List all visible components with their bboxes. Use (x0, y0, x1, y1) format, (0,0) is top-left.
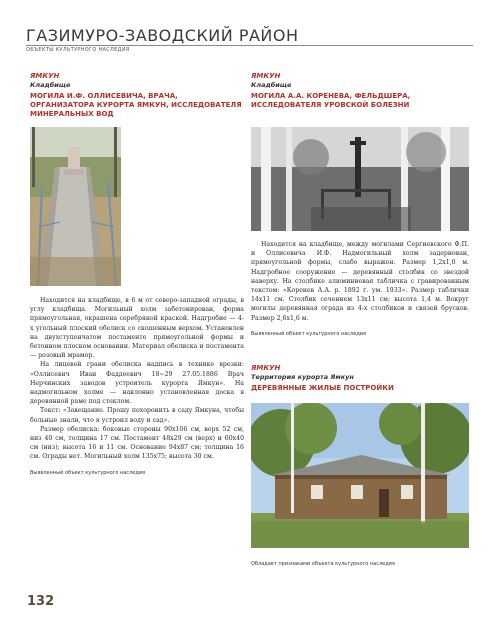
body-paragraph: Находится на кладбище, в 6 м от северо-западной ограды, в углу кладбища. Могильный холм забетонирован, форма прямоугольная, окрашена серебряной краской. Надгробие — 4-х угольный плоский обелиск со скошенным верхом. Установлен на двухступенчатом постаменте прямоугольной формы и бетонном плоском основании. Материал обелиска и постамента — розовый мрамор. (30, 297, 244, 360)
article-kind: Кладбище (251, 81, 292, 89)
left-body (30, 296, 244, 476)
running-header-subtitle: ОБЪЕКТЫ КУЛЬТУРНОГО НАСЛЕДИЯ (26, 47, 130, 53)
article-kind: Территория курорта Ямкун (251, 373, 354, 381)
heritage-status-note: Выявленный объект культурного наследия (30, 469, 146, 476)
body-paragraph: Текст: «Завещание. Прошу похоронить в саду Ямкуна, чтобы больные знали, что я устроил воду и сад». (30, 407, 244, 424)
page-number: 132 (27, 594, 55, 609)
article-place: ЯМКУН (251, 72, 281, 80)
body-paragraph: Находится на кладбище, между могилами Сергиевского Ф.П. и Оллисевича И.Ф. Надмогильный холм задернован, прямоугольной формы, слабо выражен. Размер 1,2х1,0 м. Надгробное сооружение — деревянный столбик со звездой наверху. На столбике алюминиевая табличка с гравированным текстом: «Коренев А.А. р. 1892 г. ум. 1933». Размер таблички 14х11 см. Столбик сечением 13х11 см; высота 1,4 м. Вокруг могилы деревянная ограда из 4-х столбиков и связей брусков. Размер 2,6х1,6 м. (251, 241, 469, 322)
right-article-top (251, 72, 469, 110)
article-kind: Кладбище (30, 81, 71, 89)
grave-photo-left (30, 127, 121, 286)
grave-photo-right (251, 127, 469, 231)
article-title: МОГИЛА А.А. КОРЕНЕВА, ФЕЛЬДШЕРА, ИССЛЕДОВАТЕЛЯ УРОВСКОЙ БОЛЕЗНИ (251, 92, 411, 109)
body-paragraph: На лицевой грани обелиска надпись в технике врезки: «Оллисевич Иван Фаддеевич 18~29 27.05.1886 Врач Нерчинских заводов устроитель курорта Ямкун». На надмогильном холме — наклонно установленная доска в деревянной раме под стеклом. (30, 361, 244, 406)
article-title: МОГИЛА И.Ф. ОЛЛИСЕВИЧА, ВРАЧА, ОРГАНИЗАТОРА КУРОРТА ЯМКУН, ИССЛЕДОВАТЕЛЯ МИНЕРАЛЬНЫХ ВОД (30, 92, 242, 118)
header-divider (26, 45, 473, 46)
heritage-status-note: Выявленный объект культурного наследия (251, 330, 367, 337)
article-title: ДЕРЕВЯННЫЕ ЖИЛЫЕ ПОСТРОЙКИ (251, 384, 394, 392)
body-paragraph: Размер обелиска: боковые стороны 90х106 см, верх 52 см, низ 40 см, толщина 17 см. Постамент 48х29 см (верх) и 60х40 см (низ); высота 16 и 11 см. Основание 94х87 см; толщина 16 см. Ограды нет. Могильный холм 135х75; высота 30 см. (30, 425, 244, 461)
wooden-house-photo (251, 403, 469, 548)
heritage-status-note: Обладает признаками объекта культурного наследия (251, 561, 395, 567)
left-article (30, 72, 244, 119)
right-article-bottom (251, 364, 469, 393)
article-place: ЯМКУН (251, 364, 281, 372)
right-top-body (251, 240, 469, 337)
article-place: ЯМКУН (30, 72, 60, 80)
running-header-title: ГАЗИМУРО-ЗАВОДСКИЙ РАЙОН (26, 26, 299, 45)
